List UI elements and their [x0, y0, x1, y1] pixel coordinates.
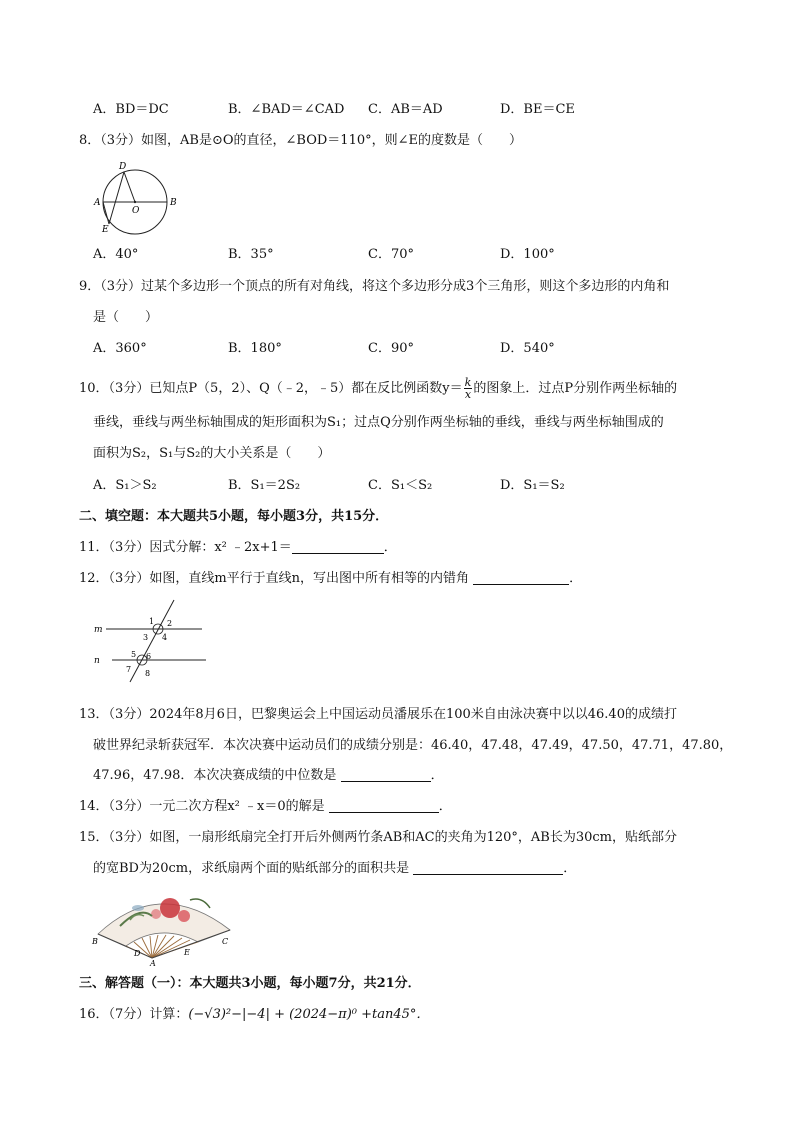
- q8-option-b: B．35°: [228, 247, 274, 262]
- q16: [79, 1006, 429, 1024]
- q7-option-c: C．AB＝AD: [368, 102, 443, 117]
- q12-angle-4: 4: [162, 633, 168, 642]
- q9-option-a: A．360°: [93, 341, 147, 356]
- q12-angle-5: 5: [131, 650, 137, 659]
- q9-line1: 9．（3分）过某个多边形一个顶点的所有对角线，将这个多边形分成3个三角形，则这个多边形的内角和: [79, 279, 670, 294]
- q12-stem: 12．（3分）如图，直线m平行于直线n，写出图中所有相等的内错角: [79, 571, 470, 586]
- q12-end: ．: [569, 571, 583, 586]
- q8-label-d: D: [119, 162, 127, 172]
- q16-expression: (−√3)²−|−4| + (2024−π)⁰ +tan45°．: [188, 1007, 430, 1022]
- q14-stem: 14．（3分）一元二次方程x² ﹣x＝0的解是: [79, 799, 325, 814]
- q10-line3: 面积为S₂，S₁与S₂的大小关系是（ ）: [93, 446, 331, 461]
- q10-line1-b: 的图象上．过点P分别作两坐标轴的: [473, 381, 678, 396]
- q7-option-b: B．∠BAD＝∠CAD: [228, 102, 345, 117]
- q8-label-e: E: [102, 225, 109, 235]
- q10-line1: [79, 377, 677, 400]
- q15-answer-blank[interactable]: [413, 860, 563, 875]
- section-2-heading: 二、填空题：本大题共5小题，每小题3分，共15分．: [79, 509, 389, 524]
- q12-label-m: m: [94, 625, 103, 635]
- q9-line2: 是（ ）: [93, 310, 159, 325]
- q12-angle-8: 8: [145, 669, 151, 678]
- q8-option-c: C．70°: [368, 247, 414, 262]
- q12-angle-6: 6: [146, 652, 152, 661]
- q12-angle-7: 7: [126, 665, 132, 674]
- q7-option-a: A．BD＝DC: [93, 102, 169, 117]
- q10-frac-den: x: [464, 388, 472, 401]
- q15-end: ．: [563, 861, 577, 876]
- q8-circle-figure: [90, 158, 190, 236]
- q8-label-a: A: [94, 198, 101, 208]
- q13-end: ．: [430, 768, 444, 783]
- q10-frac-num: k: [464, 376, 472, 389]
- q15-line2-text: 的宽BD为20cm，求纸扇两个面的贴纸部分的面积共是: [93, 861, 410, 876]
- q8-option-a: A．40°: [93, 247, 139, 262]
- q10-option-d: D．S₁＝S₂: [500, 478, 565, 493]
- q11-stem: 11．（3分）因式分解：x² ﹣2x+1＝: [79, 540, 292, 555]
- q16-stem: 16．（7分）计算：: [79, 1007, 189, 1022]
- q15-label-a: A: [150, 959, 156, 966]
- q13-line3: [93, 767, 444, 785]
- q10-line1-a: 10．（3分）已知点P（5，2）、Q（﹣2，﹣5）都在反比例函数y＝: [79, 381, 463, 396]
- q8-stem: 8．（3分）如图，AB是⊙O的直径，∠BOD＝110°，则∠E的度数是（ ）: [79, 133, 522, 148]
- q15-label-e: E: [184, 948, 190, 957]
- q14: [79, 798, 452, 816]
- q15-fan-figure: [90, 886, 240, 966]
- q8-label-b: B: [170, 198, 177, 208]
- q15-line1: 15．（3分）如图，一扇形纸扇完全打开后外侧两竹条AB和AC的夹角为120°，AB长为30cm，贴纸部分: [79, 830, 677, 845]
- q15-line2: [93, 860, 576, 878]
- q9-option-d: D．540°: [500, 341, 555, 356]
- q12: [79, 570, 582, 588]
- q10-option-c: C．S₁＜S₂: [368, 478, 433, 493]
- q12-angle-2: 2: [167, 619, 173, 628]
- q12-angle-3: 3: [143, 633, 149, 642]
- q10-option-a: A．S₁＞S₂: [93, 478, 157, 493]
- q13-line1: 13．（3分）2024年8月6日，巴黎奥运会上中国运动员潘展乐在100米自由泳决赛中以以46.40的成绩打: [79, 707, 677, 722]
- q11: [79, 539, 397, 557]
- q7-option-d: D．BE＝CE: [500, 102, 575, 117]
- q9-option-b: B．180°: [228, 341, 282, 356]
- q14-answer-blank[interactable]: [329, 798, 439, 813]
- q11-end: ．: [383, 540, 397, 555]
- q9-option-c: C．90°: [368, 341, 414, 356]
- q13-answer-blank[interactable]: [341, 767, 431, 782]
- q10-fraction: [464, 377, 473, 400]
- q12-angle-1: 1: [149, 617, 155, 626]
- q14-end: ．: [438, 799, 452, 814]
- q11-answer-blank[interactable]: [292, 539, 384, 554]
- q15-label-b: B: [92, 937, 98, 946]
- q8-label-o: O: [132, 206, 140, 216]
- q12-answer-blank[interactable]: [473, 570, 569, 585]
- q13-line2: 破世界纪录斩获冠军．本次决赛中运动员们的成绩分别是：46.40，47.48，47.49，47.50，47.71，47.80，: [93, 738, 733, 753]
- q12-parallel-lines-figure: [90, 596, 212, 684]
- q12-label-n: n: [94, 656, 100, 666]
- section-3-heading: 三、解答题（一）：本大题共3小题，每小题7分，共21分．: [79, 976, 421, 991]
- q10-line2: 垂线，垂线与两坐标轴围成的矩形面积为S₁；过点Q分别作两坐标轴的垂线，垂线与两坐标轴围成的: [93, 415, 664, 430]
- q15-label-d: D: [134, 949, 141, 958]
- q13-line3-text: 47.96，47.98．本次决赛成绩的中位数是: [93, 768, 337, 783]
- q10-option-b: B．S₁＝2S₂: [228, 478, 301, 493]
- q8-option-d: D．100°: [500, 247, 555, 262]
- q15-label-c: C: [222, 937, 229, 946]
